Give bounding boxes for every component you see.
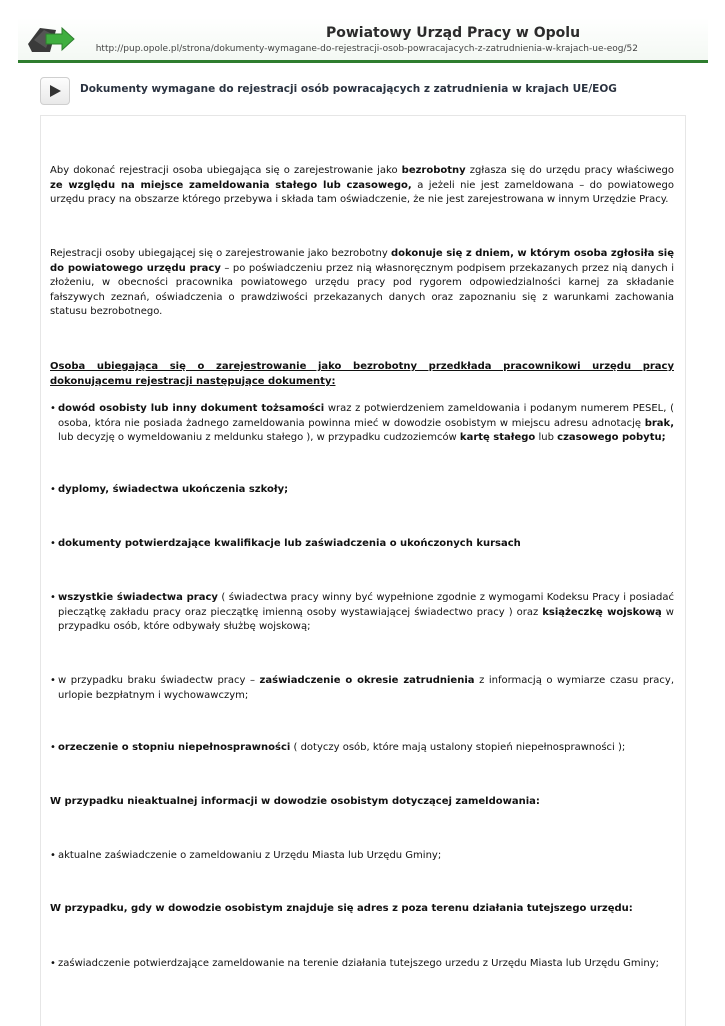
page-url[interactable]: http://pup.opole.pl/strona/dokumenty-wymagane-do-rejestracji-osob-powracajacych-z-zatrudnienia-w-krajach-ue-eog/52 — [95, 44, 638, 54]
registration-paragraph: Rejestracji osoby ubiegającej się o zarejestrowanie jako bezrobotny dokonuje się z dniem, w którym osoba zgłosiła się do powiatowego urzędu pracy – po poświadczeniu przez nią własnoręcznym podpisem przekazanych przez nią danych i złożeniu, w obecności pracownika powiatowego urzędu pracy pod rygorem odpowiedzialności karnej za składanie fałszywych zeznań, oświadczenia o prawdziwości przekazanych danych oraz zapoznaniu się z warunkami zachowania statusu bezrobotnego. — [50, 248, 675, 318]
list-item: • zaświadczenie potwierdzające zameldowanie na terenie działania tutejszego urzedu z Urzędu Miasta lub Urzędu Gminy; — [50, 957, 674, 972]
list-item: • dokumenty potwierdzające kwalifikacje lub zaświadczenia o ukończonych kursach — [50, 537, 674, 552]
header-divider — [18, 60, 708, 63]
documents-heading: Osoba ubiegająca się o zarejestrowanie jako bezrobotny przedkłada pracownikowi urzędu pracy dokonującemu rejestracji następujące dokumenty: — [50, 361, 674, 387]
site-title: Powiatowy Urząd Pracy w Opolu — [325, 25, 581, 41]
page-title: Dokumenty wymagane do rejestracji osób powracających z zatrudnienia w krajach UE/EOG — [80, 83, 617, 95]
list-item: • w przypadku braku świadectw pracy – zaświadczenie o okresie zatrudnienia z informacją o wymiarze czasu pracy, urlopie bezpłatnym i wychowawczym; — [50, 674, 674, 703]
arrow-right-icon — [40, 77, 70, 105]
intro-paragraph: Aby dokonać rejestracji osoba ubiegająca się o zarejestrowanie jako bezrobotny zgłasza się do urzędu pracy właściwego ze względu na miejsce zameldowania stałego lub czasowego, a jeżeli nie jest zameldowana – do powiatowego urzędu pracy na obszarze którego przebywa i składa tam oświadczenie, że nie jest zarejestrowana w innym Urzędzie Pracy. — [50, 165, 674, 206]
list-item: • dyplomy, świadectwa ukończenia szkoły; — [50, 483, 674, 498]
list-item: • orzeczenie o stopniu niepełnosprawności ( dotyczy osób, które mają ustalony stopień niepełnosprawności ); — [50, 741, 674, 756]
section-heading: W przypadku nieaktualnej informacji w dowodzie osobistym dotyczącej zameldowania: — [50, 796, 540, 807]
list-item: • wszystkie świadectwa pracy ( świadectwa pracy winny być wypełnione zgodnie z wymogami Kodeksu Pracy i posiadać pieczątkę zakładu pracy oraz pieczątkę imienną osoby wystawiającej świadectwo pracy ) oraz książeczkę wojskową w przypadku osób, które odbywały służbę wojskową; — [50, 591, 674, 635]
site-header — [18, 18, 708, 62]
list-item: • dowód osobisty lub inny dokument tożsamości wraz z potwierdzeniem zameldowania i podanym numerem PESEL, ( osoba, która nie posiada żadnego zameldowania powinna mieć w dowodzie osobistym w miejscu adresu adnotację brak, lub decyzję o wymeldowaniu z meldunku stałego ), w przypadku cudzoziemców kartę stałego lub czasowego pobytu; — [50, 402, 674, 446]
section-heading: W przypadku, gdy w dowodzie osobistym znajduje się adres z poza terenu działania tutejszego urzędu: — [50, 903, 633, 914]
list-item: • aktualne zaświadczenie o zameldowaniu z Urzędu Miasta lub Urzędu Gminy; — [50, 849, 674, 864]
